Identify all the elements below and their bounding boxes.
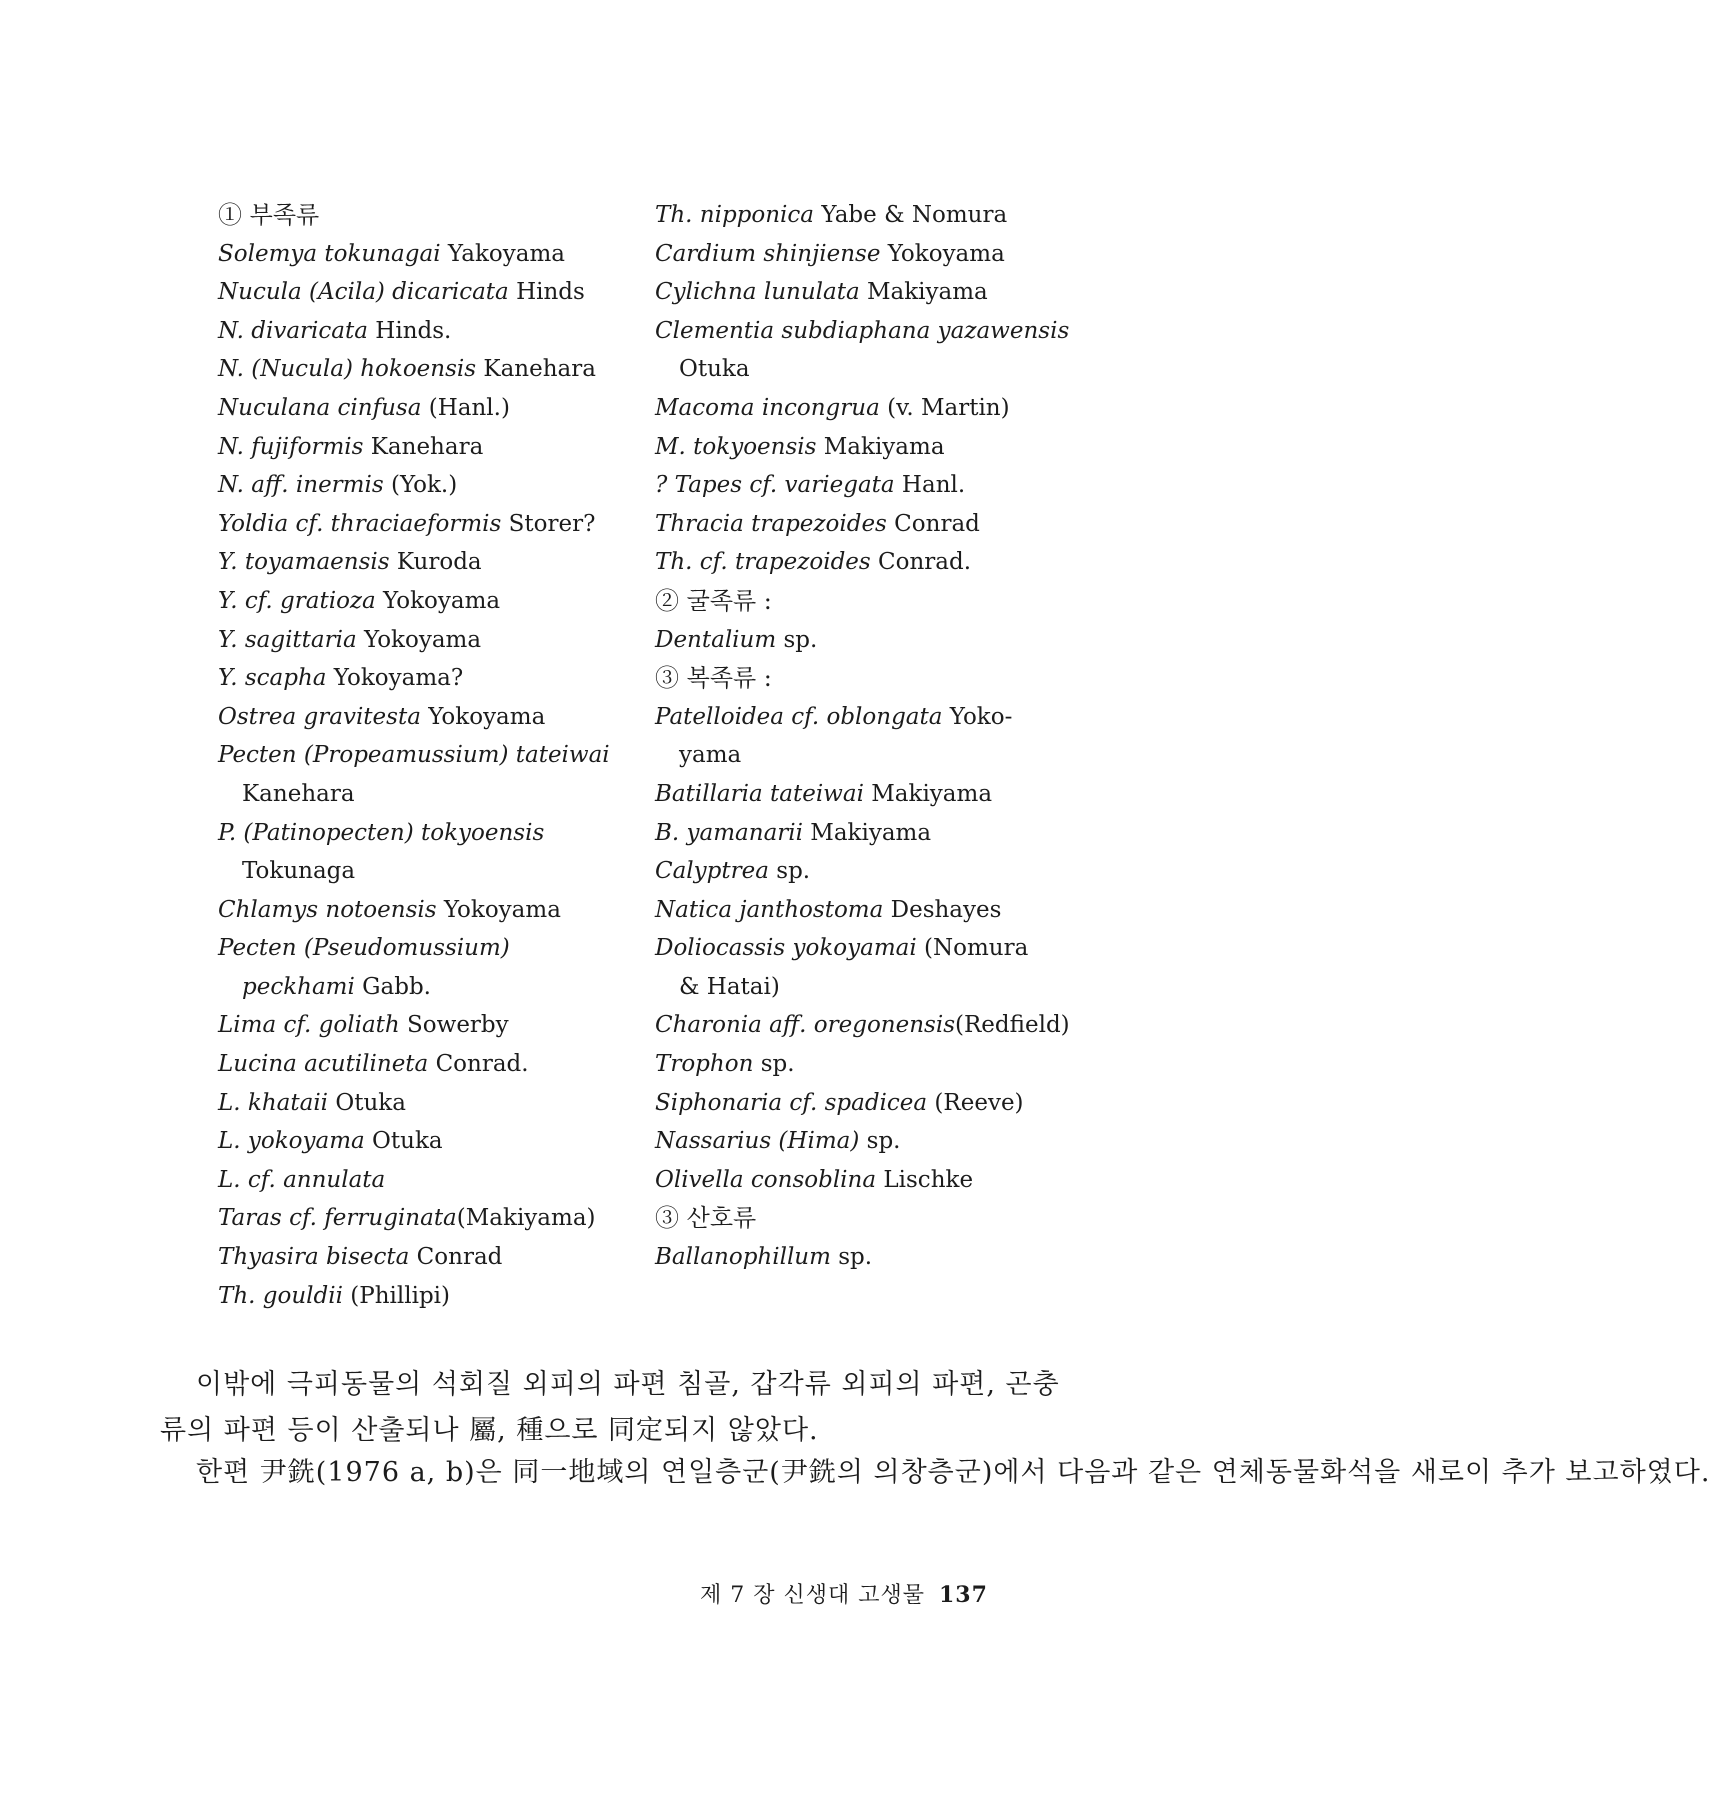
species-name: Th. nipponica bbox=[655, 202, 815, 228]
species-author: Otuka bbox=[364, 1128, 443, 1155]
species-entry-continuation bbox=[655, 968, 1125, 1007]
species-entry bbox=[655, 196, 1125, 235]
species-author: sp. bbox=[776, 626, 818, 653]
species-author: Yakoyama bbox=[440, 240, 565, 267]
species-entry bbox=[218, 1199, 638, 1238]
species-entry bbox=[218, 543, 638, 582]
species-name: Clementia subdiaphana yazawensis bbox=[655, 317, 1070, 344]
species-name: L. yokoyama bbox=[218, 1128, 365, 1155]
species-author: Conrad. bbox=[870, 549, 972, 576]
chapter-title: 제 7 장 신생대 고생물 bbox=[700, 1583, 925, 1608]
species-author: Kanehara bbox=[363, 433, 484, 460]
species-name: Cylichna lunulata bbox=[655, 279, 860, 306]
species-name: Thracia trapezoides bbox=[655, 510, 887, 537]
paragraph-text: 한편 尹銑(1976 a, b)은 同一地域의 연일층군(尹銑의 의창층군)에서 다음과 같은 연체동물화석을 새로이 추가 보고하였다. bbox=[196, 1457, 1710, 1488]
species-entry bbox=[218, 389, 638, 428]
species-author: Hinds bbox=[508, 279, 585, 306]
species-name: Solemya tokunagai bbox=[218, 240, 441, 267]
species-author: Yokoyama bbox=[420, 703, 546, 730]
species-author: Conrad. bbox=[428, 1051, 529, 1078]
species-author: (Redfield) bbox=[955, 1012, 1070, 1039]
species-author: Yokoyama bbox=[436, 896, 561, 923]
species-entry bbox=[218, 312, 638, 351]
species-author: Conrad bbox=[409, 1244, 503, 1271]
species-entry bbox=[655, 698, 1125, 737]
species-name: Batillaria tateiwai bbox=[655, 780, 864, 807]
species-entry bbox=[655, 428, 1125, 467]
section-heading-label: ② 굴족류 : bbox=[655, 586, 772, 615]
species-author: Makiyama bbox=[802, 819, 932, 846]
species-name: Trophon bbox=[655, 1051, 754, 1078]
species-author: (v. Martin) bbox=[879, 394, 1010, 421]
species-author: Gabb. bbox=[354, 973, 431, 1000]
species-author: sp. bbox=[830, 1244, 873, 1271]
species-entry bbox=[655, 543, 1125, 582]
species-author: Makiyama bbox=[859, 279, 988, 306]
species-author: Hanl. bbox=[894, 472, 966, 499]
species-name: Y. toyamaensis bbox=[218, 549, 390, 576]
species-entry bbox=[655, 466, 1125, 505]
species-entry bbox=[218, 621, 638, 660]
species-entry-continuation bbox=[655, 736, 1125, 775]
species-entry bbox=[655, 389, 1125, 428]
species-name: Olivella consoblina bbox=[655, 1166, 877, 1193]
species-entry bbox=[218, 929, 638, 968]
species-name: Nucula (Acila) dicaricata bbox=[218, 279, 509, 306]
species-name: P. (Patinopecten) tokyoensis bbox=[218, 819, 545, 846]
species-entry bbox=[218, 698, 638, 737]
left-species-column bbox=[218, 196, 638, 1315]
species-author: Storer? bbox=[501, 510, 596, 537]
species-entry bbox=[218, 350, 638, 389]
right-species-column bbox=[655, 196, 1125, 1277]
species-entry bbox=[655, 1161, 1125, 1200]
species-author: Yabe & Nomura bbox=[814, 202, 1008, 228]
species-entry bbox=[218, 1084, 638, 1123]
species-entry bbox=[218, 1277, 638, 1316]
species-entry bbox=[218, 1006, 638, 1045]
species-name: peckhami bbox=[242, 973, 355, 1000]
species-entry bbox=[218, 273, 638, 312]
species-entry-continuation bbox=[218, 775, 638, 814]
species-name: B. yamanarii bbox=[655, 819, 803, 846]
species-entry bbox=[655, 273, 1125, 312]
species-author: Tokunaga bbox=[242, 858, 356, 885]
species-author: Yokoyama bbox=[356, 626, 482, 653]
species-name: Doliocassis yokoyamai bbox=[655, 935, 917, 962]
species-name: N. aff. inermis bbox=[218, 472, 384, 499]
species-author: sp. bbox=[768, 858, 811, 885]
species-name: Charonia aff. oregonensis bbox=[655, 1012, 956, 1039]
species-author: Yokoyama bbox=[880, 240, 1005, 267]
section-heading-label: ① 부족류 bbox=[218, 201, 320, 229]
species-name: Ballanophillum bbox=[655, 1244, 831, 1271]
species-entry bbox=[655, 891, 1125, 930]
species-name: ? Tapes cf. variegata bbox=[655, 472, 895, 499]
species-name: Lucina acutilineta bbox=[218, 1051, 429, 1078]
species-name: N. (Nucula) hokoensis bbox=[218, 356, 477, 383]
species-name: Natica janthostoma bbox=[655, 896, 884, 923]
species-name: Dentalium bbox=[655, 626, 777, 653]
species-entry bbox=[655, 1122, 1125, 1161]
species-author: Conrad bbox=[886, 510, 980, 537]
species-author: Kuroda bbox=[389, 549, 482, 576]
species-author: Hinds. bbox=[367, 317, 452, 344]
species-author: sp. bbox=[753, 1051, 795, 1078]
species-name: Chlamys notoensis bbox=[218, 896, 437, 923]
species-entry bbox=[218, 505, 638, 544]
species-author: Kanehara bbox=[476, 356, 596, 383]
species-author: yama bbox=[679, 742, 742, 769]
species-author: & Hatai) bbox=[679, 973, 780, 1000]
species-author: sp. bbox=[859, 1128, 901, 1155]
species-name: Y. cf. gratioza bbox=[218, 587, 376, 614]
species-entry bbox=[655, 775, 1125, 814]
species-name: L. khataii bbox=[218, 1089, 329, 1116]
species-name: M. tokyoensis bbox=[655, 433, 817, 460]
section-heading bbox=[218, 196, 638, 235]
species-entry-continuation bbox=[218, 968, 638, 1007]
species-entry bbox=[655, 929, 1125, 968]
species-author: (Hanl.) bbox=[421, 394, 510, 421]
species-author: Deshayes bbox=[883, 896, 1002, 923]
section-heading-label: ③ 산호류 bbox=[655, 1204, 757, 1233]
species-name: Th. cf. trapezoides bbox=[655, 549, 871, 576]
section-heading bbox=[655, 582, 1125, 621]
species-entry bbox=[655, 235, 1125, 274]
species-entry bbox=[218, 466, 638, 505]
species-name: L. cf. annulata bbox=[218, 1166, 386, 1193]
species-author: (Reeve) bbox=[927, 1089, 1024, 1116]
species-entry bbox=[218, 1045, 638, 1084]
species-name: Pecten (Propeamussium) tateiwai bbox=[218, 742, 610, 769]
species-entry bbox=[655, 312, 1125, 351]
species-name: Nassarius (Hima) bbox=[655, 1128, 860, 1155]
species-name: Taras cf. ferruginata bbox=[218, 1205, 457, 1232]
species-entry bbox=[655, 621, 1125, 660]
species-name: Calyptrea bbox=[655, 858, 769, 885]
species-author: Makiyama bbox=[816, 433, 945, 460]
species-entry bbox=[655, 505, 1125, 544]
species-entry bbox=[218, 814, 638, 853]
species-name: Th. gouldii bbox=[218, 1282, 343, 1309]
species-entry-continuation bbox=[655, 350, 1125, 389]
species-name: N. fujiformis bbox=[218, 433, 364, 460]
paragraph-text: 이밖에 극피동물의 석회질 외피의 파편 침골, 갑각류 외피의 파편, 곤충류의 파편 등이 산출되나 屬, 種으로 同定되지 않았다. bbox=[160, 1369, 1060, 1446]
species-name: Lima cf. goliath bbox=[218, 1012, 400, 1039]
species-entry bbox=[218, 1161, 638, 1200]
species-author: Kanehara bbox=[242, 780, 355, 807]
species-author: (Phillipi) bbox=[342, 1282, 451, 1309]
species-author: Makiyama bbox=[863, 780, 993, 807]
species-name: Y. sagittaria bbox=[218, 626, 357, 653]
species-entry bbox=[218, 235, 638, 274]
species-author: Otuka bbox=[679, 356, 750, 383]
species-author: Lischke bbox=[876, 1166, 974, 1193]
species-author: (Nomura bbox=[916, 935, 1029, 962]
species-name: N. divaricata bbox=[218, 317, 368, 344]
species-entry bbox=[655, 1006, 1125, 1045]
species-entry bbox=[655, 1084, 1125, 1123]
species-author: Yokoyama bbox=[375, 587, 501, 614]
paragraph-other-fossils bbox=[160, 1362, 1060, 1454]
species-author: Yokoyama? bbox=[326, 665, 464, 692]
species-author: Yoko- bbox=[942, 703, 1013, 730]
species-entry bbox=[218, 1122, 638, 1161]
species-name: Ostrea gravitesta bbox=[218, 703, 421, 730]
species-name: Siphonaria cf. spadicea bbox=[655, 1089, 928, 1116]
section-heading-label: ③ 복족류 : bbox=[655, 664, 772, 693]
species-entry bbox=[218, 428, 638, 467]
species-name: Nuculana cinfusa bbox=[218, 394, 422, 421]
species-entry bbox=[218, 1238, 638, 1277]
species-entry bbox=[218, 582, 638, 621]
species-entry bbox=[218, 891, 638, 930]
species-author: Otuka bbox=[328, 1089, 406, 1116]
species-entry bbox=[218, 736, 638, 775]
species-name: Pecten (Pseudomussium) bbox=[218, 935, 510, 962]
species-author: (Yok.) bbox=[383, 472, 458, 499]
section-heading bbox=[655, 1199, 1125, 1238]
species-author: (Makiyama) bbox=[456, 1205, 596, 1232]
section-heading bbox=[655, 659, 1125, 698]
species-author: Sowerby bbox=[399, 1012, 509, 1039]
species-entry bbox=[655, 852, 1125, 891]
species-name: Macoma incongrua bbox=[655, 394, 880, 421]
species-entry bbox=[655, 1045, 1125, 1084]
species-name: Yoldia cf. thraciaeformis bbox=[218, 510, 502, 537]
species-name: Patelloidea cf. oblongata bbox=[655, 703, 943, 730]
page-number: 137 bbox=[939, 1582, 988, 1608]
paragraph-additional-report bbox=[160, 1450, 1710, 1496]
species-entry bbox=[655, 814, 1125, 853]
species-entry bbox=[655, 1238, 1125, 1277]
species-name: Thyasira bisecta bbox=[218, 1244, 410, 1271]
species-name: Cardium shinjiense bbox=[655, 240, 881, 267]
page-footer bbox=[700, 1578, 988, 1609]
species-entry-continuation bbox=[218, 852, 638, 891]
species-name: Y. scapha bbox=[218, 665, 327, 692]
species-entry bbox=[218, 659, 638, 698]
